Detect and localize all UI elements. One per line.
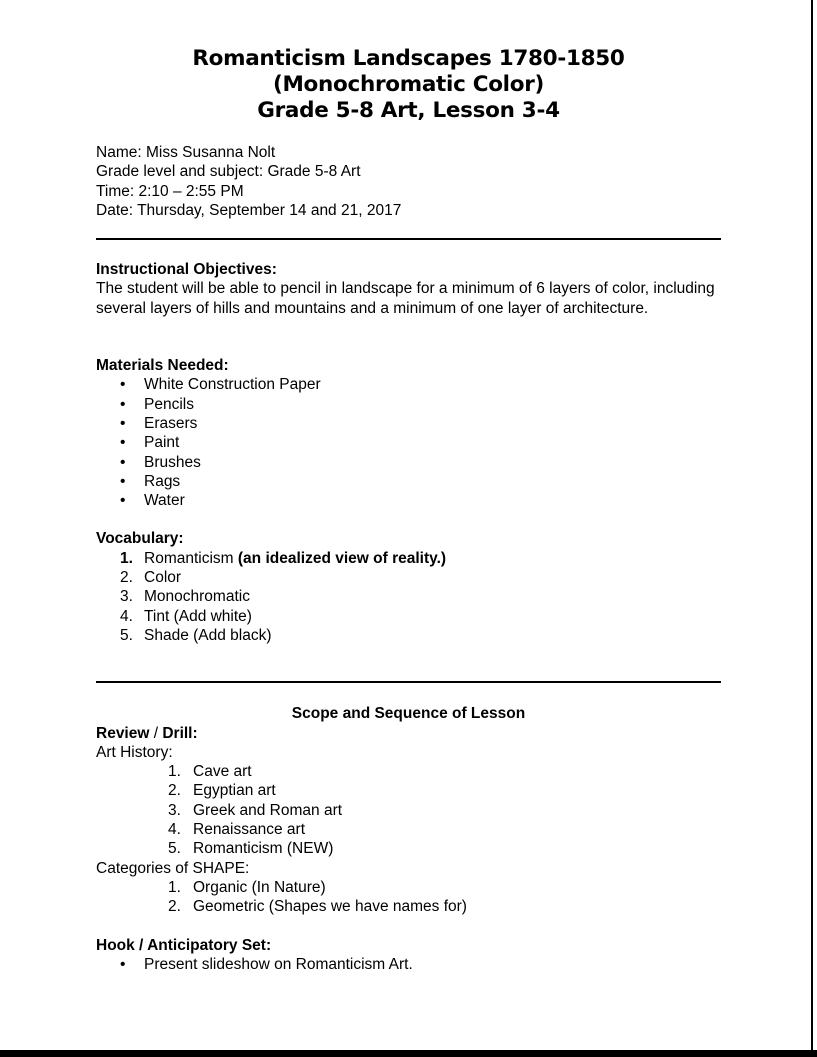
list-item-label: Present slideshow on Romanticism Art.	[144, 955, 413, 973]
number-marker: 2.	[168, 782, 181, 800]
list-item	[96, 820, 721, 839]
list-item	[96, 414, 721, 433]
vocab-definition: (an idealized view of reality.)	[237, 549, 447, 567]
objectives-heading: Instructional Objectives:	[96, 261, 277, 279]
number-marker: 1.	[168, 763, 181, 781]
list-item-label	[144, 549, 721, 568]
number-marker: 4.	[168, 821, 181, 839]
number-marker: 5.	[120, 626, 133, 644]
list-item-label: Rags	[144, 472, 181, 490]
title-line-1: Romanticism Landscapes 1780-1850	[192, 46, 625, 71]
list-item	[96, 472, 721, 491]
list-item	[96, 375, 721, 394]
list-item-label: Water	[144, 492, 185, 510]
categories-label: Categories of SHAPE:	[96, 859, 250, 877]
list-item-label: Tint (Add white)	[144, 607, 252, 625]
vocabulary-list	[96, 549, 721, 645]
materials-list	[96, 375, 721, 510]
list-item	[96, 781, 721, 800]
list-item	[96, 491, 721, 510]
list-item	[96, 568, 721, 587]
list-item-label: Cave art	[193, 763, 252, 781]
art-history-label: Art History:	[96, 743, 173, 761]
separator: /	[149, 724, 163, 742]
art-history-list	[96, 762, 721, 858]
list-item	[96, 607, 721, 626]
meta-block	[96, 143, 721, 220]
list-item	[96, 878, 721, 897]
list-item-label: Pencils	[144, 395, 194, 413]
bullet-marker: •	[120, 434, 126, 452]
number-marker: 3.	[120, 588, 133, 606]
vocab-term: Romanticism	[144, 549, 238, 567]
review-label: Review	[96, 724, 150, 742]
list-item-label: Organic (In Nature)	[193, 878, 326, 896]
section-divider	[96, 238, 721, 240]
list-item	[96, 762, 721, 781]
section-divider	[96, 681, 721, 683]
list-item-label: Egyptian art	[193, 782, 276, 800]
list-item-label: Greek and Roman art	[193, 801, 343, 819]
drill-label: Drill:	[162, 724, 198, 742]
bullet-marker: •	[120, 376, 126, 394]
right-scan-edge-line	[811, 0, 813, 1057]
list-item	[96, 433, 721, 452]
title-line-2: (Monochromatic Color)	[272, 72, 545, 97]
list-item	[96, 395, 721, 414]
list-item	[96, 801, 721, 820]
bullet-marker: •	[120, 955, 126, 973]
list-item	[96, 453, 721, 472]
time-line: Time: 2:10 – 2:55 PM	[96, 182, 244, 200]
objectives-body: The student will be able to pencil in landscape for a minimum of 6 layers of color, including several layers of hills and mountains and a minimum of one layer of architecture.	[96, 280, 715, 317]
list-item-label: Color	[144, 569, 182, 587]
bullet-marker: •	[120, 472, 126, 490]
number-marker: 2.	[168, 898, 181, 916]
list-item-label: Monochromatic	[144, 588, 250, 606]
separator: /	[134, 936, 148, 954]
title-line-3: Grade 5-8 Art, Lesson 3-4	[257, 98, 560, 123]
document-content	[96, 0, 721, 974]
list-item-label: Paint	[144, 434, 180, 452]
bullet-marker: •	[120, 414, 126, 432]
grade-subject-line: Grade level and subject: Grade 5-8 Art	[96, 163, 361, 181]
categories-list	[96, 878, 721, 917]
anticipatory-set-label: Anticipatory Set:	[147, 936, 272, 954]
bullet-marker: •	[120, 453, 126, 471]
list-item-label: Brushes	[144, 453, 201, 471]
bullet-marker: •	[120, 395, 126, 413]
number-marker: 2.	[120, 569, 133, 587]
number-marker: 3.	[168, 801, 181, 819]
vocabulary-heading: Vocabulary:	[96, 530, 184, 548]
number-marker: 1.	[168, 878, 181, 896]
list-item-label: Renaissance art	[193, 821, 306, 839]
list-item	[96, 897, 721, 916]
bullet-marker: •	[120, 492, 126, 510]
list-item	[96, 587, 721, 606]
list-item-label: Romanticism (NEW)	[193, 840, 334, 858]
materials-heading: Materials Needed:	[96, 357, 229, 375]
list-item-label: White Construction Paper	[144, 376, 321, 394]
hook-label: Hook	[96, 936, 135, 954]
review-drill-heading	[96, 724, 721, 743]
document-title	[96, 46, 721, 124]
number-marker: 4.	[120, 607, 133, 625]
bottom-scan-edge-bar	[0, 1050, 817, 1057]
number-marker: 5.	[168, 840, 181, 858]
list-item	[96, 626, 721, 645]
list-item	[96, 549, 721, 568]
list-item-label: Erasers	[144, 414, 198, 432]
list-item-label: Geometric (Shapes we have names for)	[193, 898, 467, 916]
hook-heading	[96, 936, 721, 955]
scope-heading: Scope and Sequence of Lesson	[291, 705, 526, 723]
number-marker: 1.	[120, 549, 133, 567]
list-item-label: Shade (Add black)	[144, 626, 272, 644]
teacher-name-line: Name: Miss Susanna Nolt	[96, 144, 276, 161]
date-line: Date: Thursday, September 14 and 21, 2017	[96, 201, 402, 219]
hook-list	[96, 955, 721, 974]
list-item	[96, 955, 721, 974]
list-item	[96, 839, 721, 858]
